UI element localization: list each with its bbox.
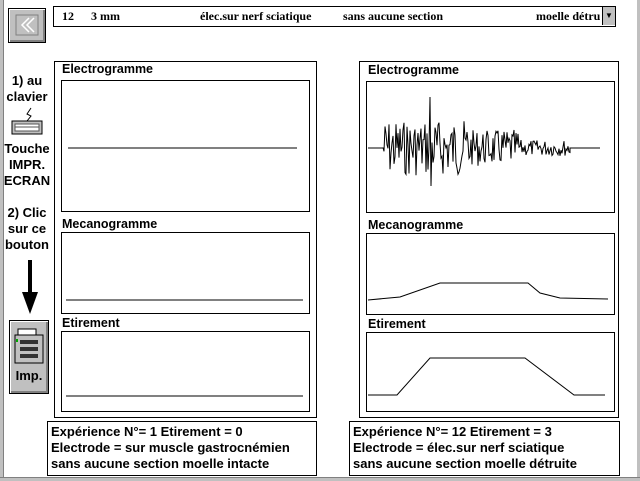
right-stretch-label: Etirement [368, 317, 426, 331]
experiment-selector[interactable] [53, 6, 616, 27]
right-mecanogram-label: Mecanogramme [368, 218, 464, 232]
right-electrogram-label: Electrogramme [368, 63, 460, 77]
right-experiment-info: Expérience N°= 12 Etirement = 3 Electrode = élec.sur nerf sciatique sans aucune section moelle détruite [349, 421, 620, 476]
keyboard-icon [11, 106, 43, 136]
selector-electrode: élec.sur nerf sciatique [200, 9, 312, 23]
window-border-bottom [0, 477, 640, 481]
selector-stretch: 3 mm [91, 9, 120, 23]
left-mecanogram-graph [61, 232, 310, 314]
left-stretch-graph [61, 331, 310, 412]
print-button[interactable] [9, 320, 49, 394]
dropdown-arrow-icon[interactable]: ▼ [602, 7, 615, 25]
left-experiment-info: Expérience N°= 1 Etirement = 0 Electrode = sur muscle gastrocnémien sans aucune section moelle intacte [47, 421, 317, 476]
rewind-icon [9, 9, 45, 42]
right-electrogram-graph [366, 81, 615, 213]
selector-spinal: moelle détru [536, 9, 601, 23]
right-stretch-graph [366, 332, 615, 412]
selector-section: sans aucune section [343, 9, 444, 23]
right-mecanogram-graph [366, 233, 615, 315]
instruction-printscreen: Touche IMPR. ECRAN [3, 141, 51, 188]
left-electrogram-graph [61, 80, 310, 212]
left-mecanogram-label: Mecanogramme [62, 217, 158, 231]
instruction-step1: 1) au clavier [6, 73, 48, 104]
print-label: Imp. [15, 368, 43, 383]
arrow-down-icon [20, 260, 40, 315]
selector-number: 12 [62, 9, 74, 23]
instruction-step2: 2) Clic sur ce bouton [4, 205, 50, 252]
left-electrogram-label: Electrogramme [62, 62, 154, 76]
left-stretch-label: Etirement [62, 316, 120, 330]
printer-icon [10, 321, 48, 367]
back-button[interactable] [8, 8, 46, 43]
